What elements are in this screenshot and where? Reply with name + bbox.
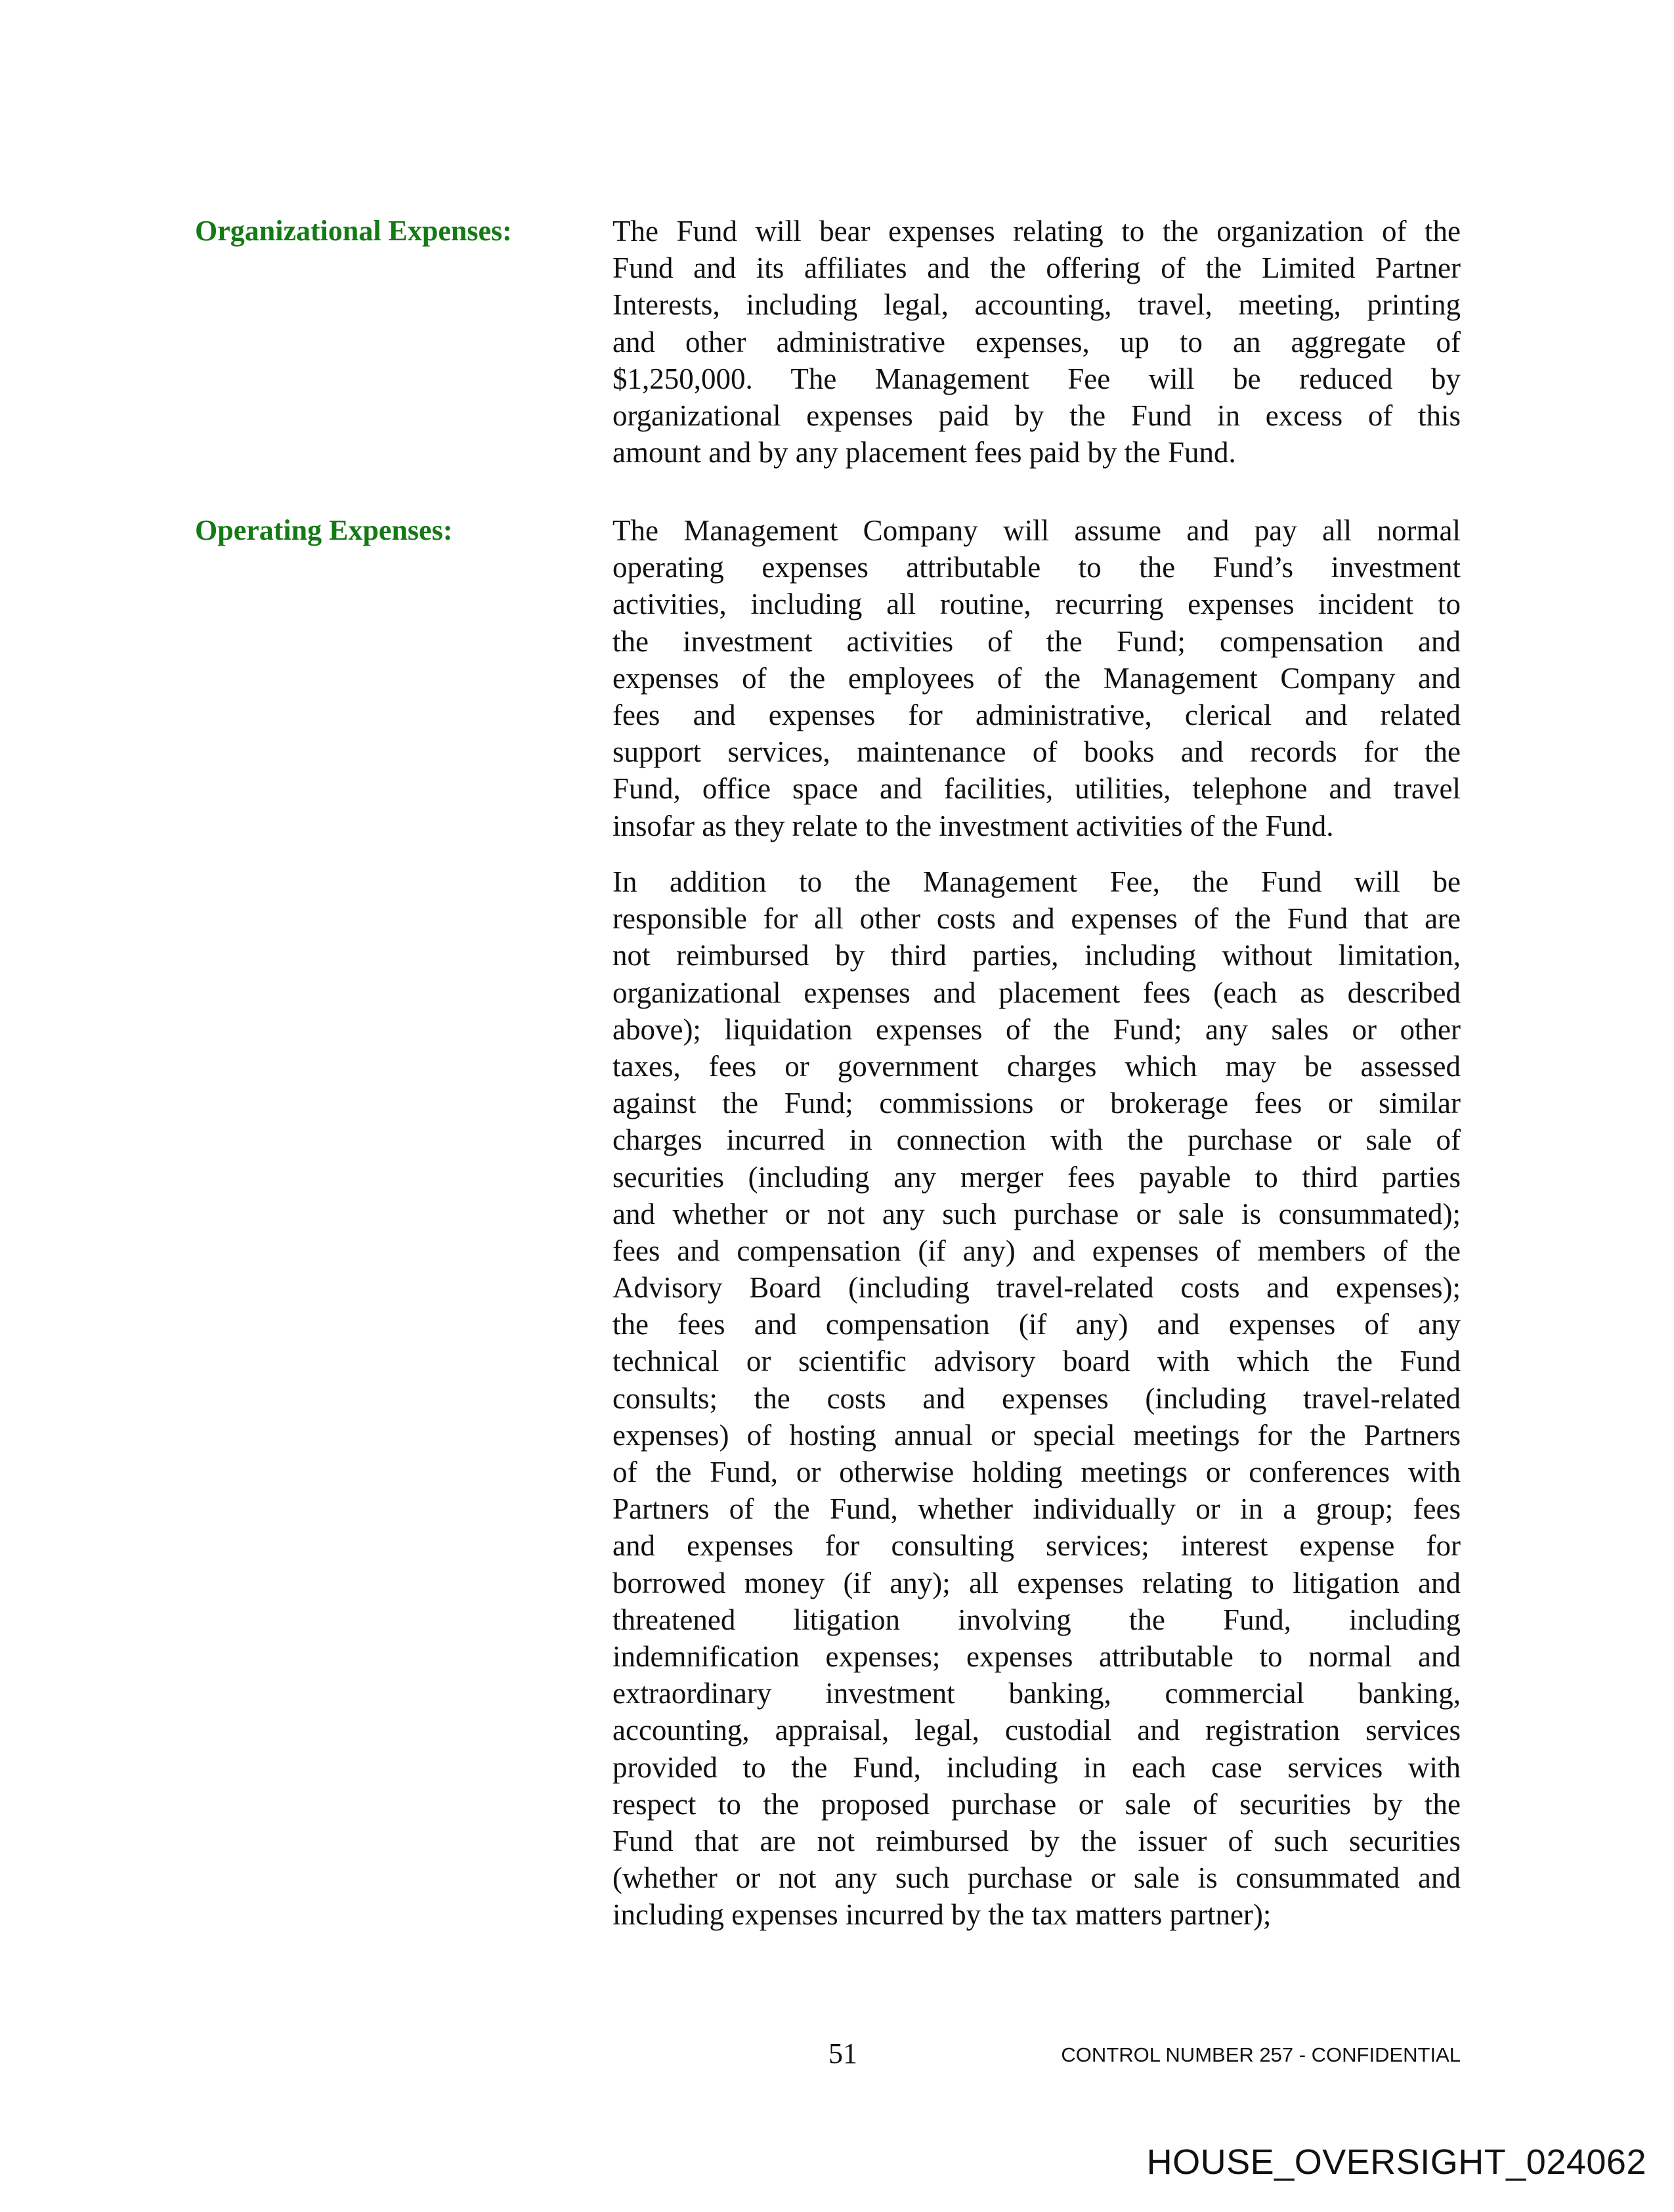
- text-line: consults; the costs and expenses (including travel-related: [612, 1381, 1461, 1415]
- text-line: and other administrative expenses, up to an aggregate of: [612, 325, 1461, 358]
- text-line: taxes, fees or government charges which may be assessed: [612, 1049, 1461, 1083]
- bates-number: HOUSE_OVERSIGHT_024062: [1146, 2142, 1646, 2182]
- text-line: Advisory Board (including travel-related costs and expenses);: [612, 1271, 1461, 1305]
- text-line: insofar as they relate to the investment activities of the Fund.: [612, 809, 1334, 842]
- text-line: respect to the proposed purchase or sale of securities by the: [612, 1787, 1461, 1821]
- section-label-organizational-expenses: Organizational Expenses:: [195, 215, 512, 247]
- text-line: Fund, office space and facilities, utilities, telephone and travel: [612, 772, 1461, 806]
- text-line: accounting, appraisal, legal, custodial and registration services: [612, 1714, 1461, 1747]
- page-number: 51: [828, 2037, 857, 2070]
- operating-expenses-paragraph-2: [612, 863, 1461, 1933]
- text-line: operating expenses attributable to the Fund’s investment: [612, 551, 1461, 584]
- text-line: Interests, including legal, accounting, travel, meeting, printing: [612, 288, 1461, 322]
- text-line: $1,250,000. The Management Fee will be reduced by: [612, 362, 1461, 395]
- text-line: amount and by any placement fees paid by the Fund.: [612, 436, 1236, 469]
- text-line: expenses) of hosting annual or special meetings for the Partners: [612, 1418, 1461, 1452]
- text-line: not reimbursed by third parties, including without limitation,: [612, 939, 1461, 972]
- text-line: expenses of the employees of the Management Company and: [612, 661, 1461, 695]
- text-line: and whether or not any such purchase or sale is consummated);: [612, 1197, 1461, 1230]
- text-line: indemnification expenses; expenses attributable to normal and: [612, 1639, 1461, 1673]
- text-line: charges incurred in connection with the purchase or sale of: [612, 1123, 1461, 1157]
- text-line: Fund that are not reimbursed by the issuer of such securities: [612, 1824, 1461, 1857]
- text-line: provided to the Fund, including in each case services with: [612, 1750, 1461, 1784]
- organizational-expenses-paragraph: [612, 213, 1461, 471]
- text-line: support services, maintenance of books and records for the: [612, 735, 1461, 769]
- text-line: (whether or not any such purchase or sale is consummated and: [612, 1861, 1461, 1895]
- text-line: against the Fund; commissions or brokerage fees or similar: [612, 1087, 1461, 1120]
- text-line: The Fund will bear expenses relating to the organization of the: [612, 215, 1461, 248]
- text-line: and expenses for consulting services; interest expense for: [612, 1529, 1461, 1563]
- text-line: the fees and compensation (if any) and expenses of any: [612, 1308, 1461, 1341]
- text-line: fees and compensation (if any) and expenses of members of the: [612, 1234, 1461, 1267]
- text-line: organizational expenses and placement fees (each as described: [612, 976, 1461, 1009]
- text-line: responsible for all other costs and expenses of the Fund that are: [612, 902, 1461, 936]
- text-line: securities (including any merger fees payable to third parties: [612, 1160, 1461, 1194]
- text-line: The Management Company will assume and pay all normal: [612, 514, 1461, 547]
- text-line: activities, including all routine, recurring expenses incident to: [612, 588, 1461, 621]
- section-label-operating-expenses: Operating Expenses:: [195, 514, 453, 546]
- text-line: borrowed money (if any); all expenses relating to litigation and: [612, 1566, 1461, 1599]
- text-line: organizational expenses paid by the Fund in excess of this: [612, 399, 1461, 432]
- text-line: including expenses incurred by the tax matters partner);: [612, 1898, 1272, 1932]
- text-line: extraordinary investment banking, commercial banking,: [612, 1677, 1461, 1710]
- operating-expenses-paragraph-1: [612, 512, 1461, 844]
- text-line: of the Fund, or otherwise holding meetings or conferences with: [612, 1456, 1461, 1488]
- control-number: CONTROL NUMBER 257 - CONFIDENTIAL: [1061, 2043, 1461, 2066]
- text-line: Fund and its affiliates and the offering of the Limited Partner: [612, 251, 1461, 285]
- text-line: the investment activities of the Fund; compensation and: [612, 624, 1461, 658]
- text-line: fees and expenses for administrative, clerical and related: [612, 698, 1461, 731]
- text-line: In addition to the Management Fee, the Fund will be: [612, 865, 1461, 898]
- text-line: technical or scientific advisory board with which the Fund: [612, 1345, 1461, 1378]
- text-line: Partners of the Fund, whether individually or in a group; fees: [612, 1492, 1461, 1526]
- text-line: threatened litigation involving the Fund, including: [612, 1603, 1461, 1636]
- text-line: above); liquidation expenses of the Fund; any sales or other: [612, 1012, 1461, 1046]
